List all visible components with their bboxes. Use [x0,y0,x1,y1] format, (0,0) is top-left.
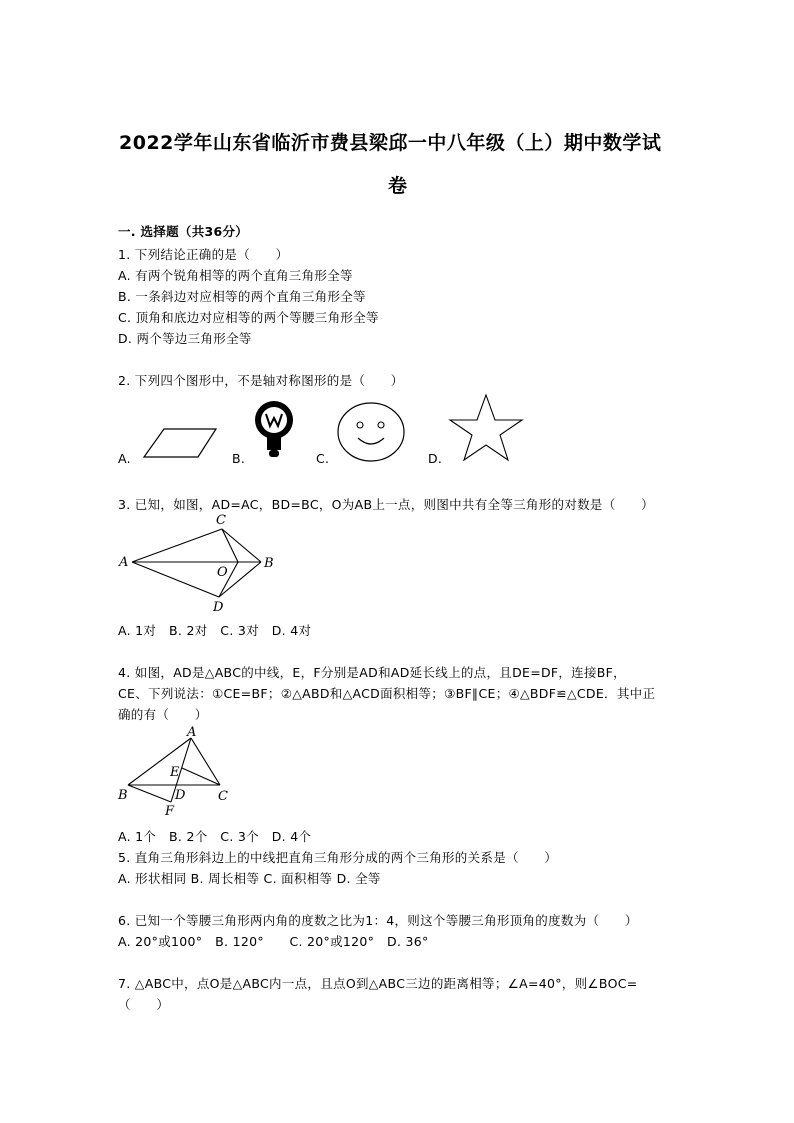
q1-option-d: D. 两个等边三角形全等 [118,331,252,346]
q4-label-c: C [218,789,228,804]
q3-label-a: A [119,555,129,570]
q2-label-c: C. [316,451,330,466]
smiley-face-icon [336,401,408,465]
parallelogram-icon [140,425,220,461]
lightbulb-icon [250,398,300,462]
q2-label-d: D. [428,451,443,466]
q4-stem-line3: 确的有（ ） [118,707,208,722]
q7-stem-line1: 7. △ABC中，点O是△ABC内一点，且点O到△ABC三边的距离相等；∠A=40°，则∠BOC= [118,976,638,991]
q1-option-b: B. 一条斜边对应相等的两个直角三角形全等 [118,289,366,304]
q3-stem: 3. 已知，如图，AD=AC，BD=BC，O为AB上一点，则图中共有全等三角形的对数是（ ） [118,497,654,512]
page-title-line2: 卷 [388,175,408,197]
q2-label-b: B. [232,451,246,466]
q1-stem: 1. 下列结论正确的是（ ） [118,247,289,262]
q5-answers: A. 形状相同 B. 周长相等 C. 面积相等 D. 全等 [118,871,381,886]
q3-answers: A. 1对 B. 2对 C. 3对 D. 4对 [118,623,312,638]
q4-label-d: D [175,788,186,803]
q6-stem: 6. 已知一个等腰三角形两内角的度数之比为1：4，则这个等腰三角形顶角的度数为（ ） [118,913,638,928]
q4-stem-line2: CE、下列说法：①CE=BF；②△ABD和△ACD面积相等；③BF∥CE；④△BDF≌△CDE．其中正 [118,686,656,701]
q1-option-c: C. 顶角和底边对应相等的两个等腰三角形全等 [118,310,379,325]
q4-label-e: E [170,765,180,780]
q2-stem: 2. 下列四个图形中，不是轴对称图形的是（ ） [118,373,404,388]
q4-label-a: A [187,725,197,740]
q4-label-b: B [118,788,128,803]
section-heading: 一. 选择题（共36分） [118,224,249,239]
q5-stem: 5. 直角三角形斜边上的中线把直角三角形分成的两个三角形的关系是（ ） [118,850,558,865]
q4-answers: A. 1个 B. 2个 C. 3个 D. 4个 [118,829,312,844]
q1-option-a: A. 有两个锐角相等的两个直角三角形全等 [118,268,353,283]
q3-label-c: C [216,513,226,528]
q3-kite-figure [114,512,284,616]
q2-label-a: A. [118,451,131,466]
q3-label-o: O [217,565,228,580]
q4-label-f: F [165,804,175,819]
star-icon [448,392,526,464]
q3-label-b: B [264,556,274,571]
q4-triangle-figure [114,724,244,820]
q7-stem-line2: （ ） [118,997,170,1012]
page-title-line1: 2022学年山东省临沂市费县梁邱一中八年级（上）期中数学试 [119,132,662,154]
q4-stem-line1: 4. 如图，AD是△ABC的中线，E，F分别是AD和AD延长线上的点，且DE=DF，连接BF， [118,665,626,680]
q6-answers: A. 20°或100° B. 120° C. 20°或120° D. 36° [118,934,429,949]
q3-label-d: D [213,600,224,615]
